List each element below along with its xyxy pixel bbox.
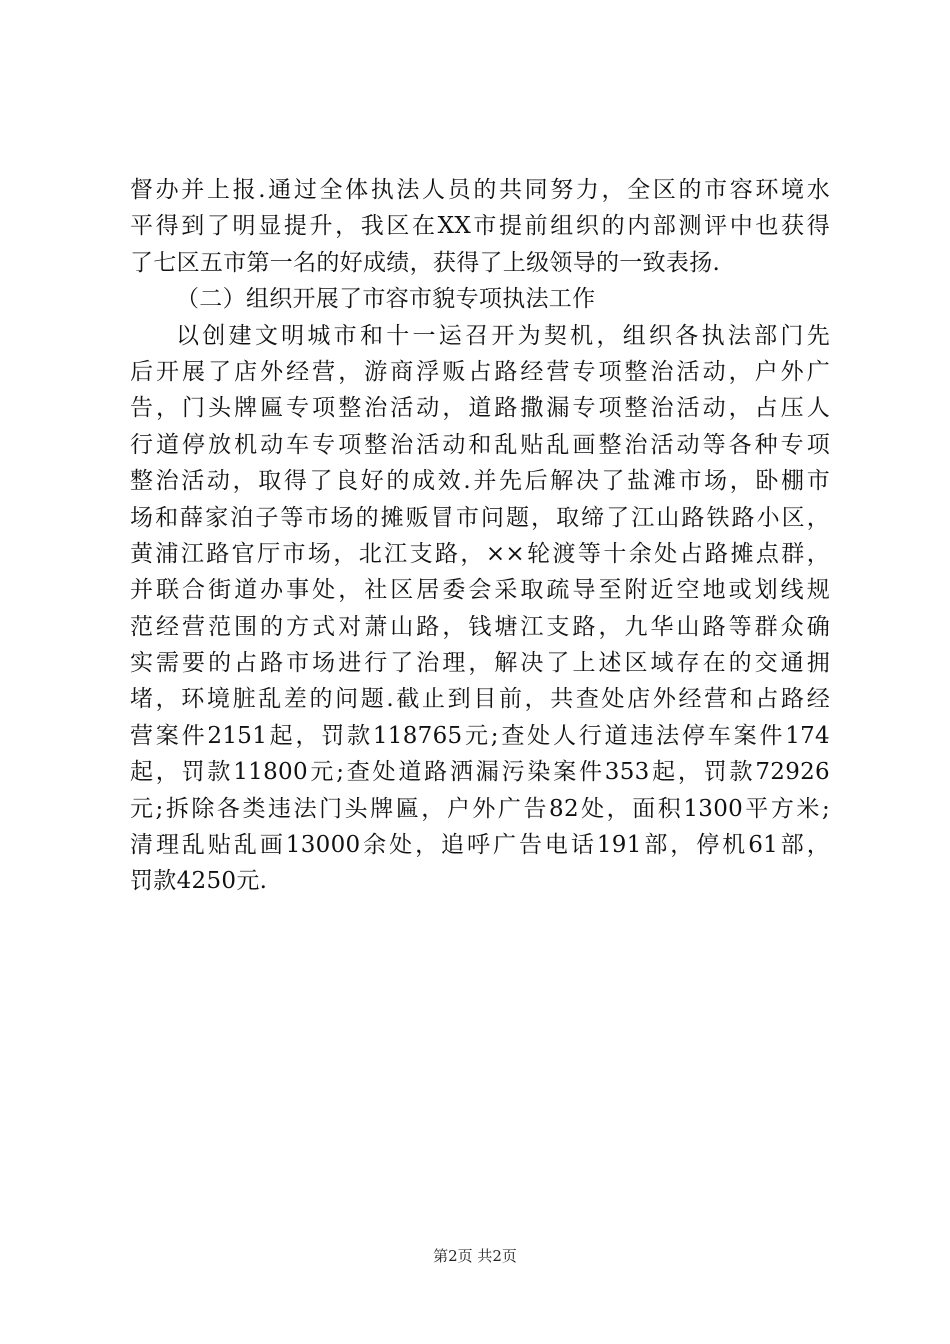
text-line: 场和薛家泊子等市场的摊贩冒市问题，取缔了江山路铁路小区， [130, 504, 830, 531]
text-line: 督办并上报.通过全体执法人员的共同努力，全区的市容环境水 [130, 177, 830, 203]
text-line: 罚款4250元. [130, 868, 268, 895]
text-line: 后开展了店外经营，游商浮贩占路经营专项整治活动，户外广 [130, 358, 830, 385]
text-line: 黄浦江路官厅市场，北江支路，××轮渡等十余处占路摊点群， [130, 540, 830, 567]
text-line: 清理乱贴乱画13000余处，追呼广告电话191部，停机61部， [130, 832, 830, 859]
text-line: 范经营范围的方式对萧山路，钱塘江支路，九华山路等群众确 [130, 613, 830, 640]
paragraph-continuation [130, 172, 830, 281]
text-line: 并联合街道办事处，社区居委会采取疏导至附近空地或划线规 [130, 577, 830, 604]
document-body [130, 172, 830, 900]
text-line: 以创建文明城市和十一运召开为契机，组织各执法部门先 [176, 322, 830, 349]
text-line: 整治活动，取得了良好的成效.并先后解决了盐滩市场，卧棚市 [130, 468, 830, 495]
text-line: 起，罚款11800元;查处道路洒漏污染案件353起，罚款72926 [130, 759, 830, 786]
text-line: 元;拆除各类违法门头牌匾，户外广告82处，面积1300平方米; [130, 795, 830, 822]
text-line: 实需要的占路市场进行了治理，解决了上述区域存在的交通拥 [130, 650, 830, 677]
page-number-label: 第2页 共2页 [433, 1247, 517, 1265]
paragraph-body [130, 318, 830, 900]
heading-text: （二）组织开展了市容市貌专项执法工作 [176, 286, 596, 313]
text-line: 了七区五市第一名的好成绩，获得了上级领导的一致表扬. [130, 249, 721, 276]
text-line: 告，门头牌匾专项整治活动，道路撒漏专项整治活动，占压人 [130, 395, 830, 422]
text-line: 行道停放机动车专项整治活动和乱贴乱画整治活动等各种专项 [130, 431, 830, 458]
page-footer [0, 1245, 950, 1266]
text-line: 堵，环境脏乱差的问题.截止到目前，共查处店外经营和占路经 [130, 686, 830, 713]
text-line: 营案件2151起，罚款118765元;查处人行道违法停车案件174 [130, 722, 830, 749]
text-line: 平得到了明显提升，我区在XX市提前组织的内部测评中也获得 [130, 213, 830, 240]
section-heading [130, 281, 830, 317]
